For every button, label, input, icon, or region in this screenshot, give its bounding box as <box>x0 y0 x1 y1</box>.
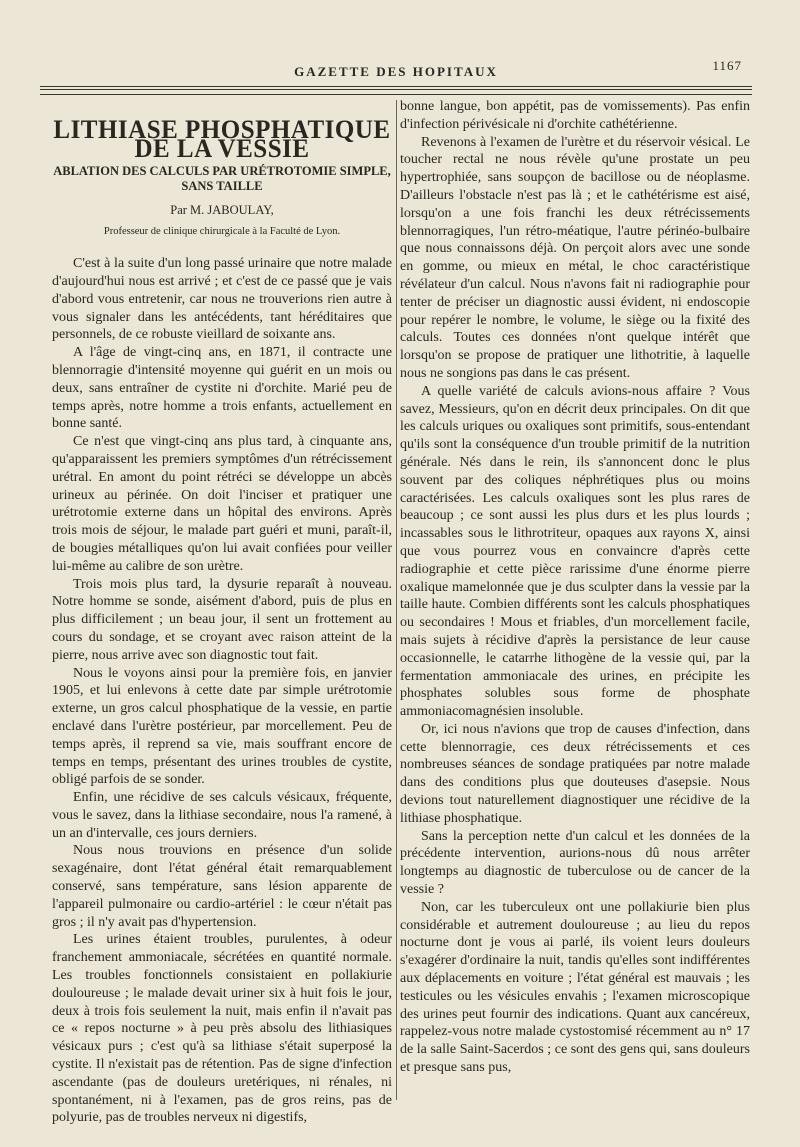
article-title: LITHIASE PHOSPHATIQUE DE LA VESSIE <box>53 115 391 163</box>
paragraph: Sans la perception nette d'un calcul et les données de la précédente intervention, aurions-nous dû nous arrêter longtemps au diagnostic de tuberculose ou de cancer de la vessie ? <box>400 828 750 898</box>
author-affiliation: Professeur de clinique chirurgicale à la Faculté de Lyon. <box>103 226 341 238</box>
paragraph: bonne langue, bon appétit, pas de vomissements). Pas enfin d'infection périvésicale ni d'orchite cathétérienne. <box>400 99 750 132</box>
paragraph: Nous le voyons ainsi pour la première fois, en janvier 1905, et lui enlevons à cette date par simple urétrotomie externe, un gros calcul phosphatique de la vessie, en partie enclavé dans l'urètre postérieur, par morcellement. Peu de temps après, il reprend sa vie, mais souffrant encore de temps en temps, présentant des urines troubles de cystite, obligé parfois de se sonder. <box>52 665 392 788</box>
paragraph: Nous nous trouvions en présence d'un solide sexagénaire, dont l'état général était remarquablement conservé, sans température, sans lésion apparente de l'appareil pulmonaire ou cardio-artériel : le cœur n'était pas gros ; il n'y avait pas d'hypertension. <box>52 843 392 930</box>
paragraph: A l'âge de vingt-cinq ans, en 1871, il contracte une blennorragie d'intensité moyenne qui guérit en un mois ou deux, sans entraîner de cystite ni d'orchite. Marié peu de temps après, notre homme a trois enfants, actuellement en bonne santé. <box>52 345 392 432</box>
paragraph: Revenons à l'examen de l'urètre et du réservoir vésical. Le toucher rectal ne nous révèle qu'une prostate un peu hypertrophiée, sans soupçon de bacillose ou de néoplasme. D'ailleurs l'obstacle n'est pas là ; et le cathétérisme est aisé, lorsqu'on a une fois franchi les deux rétrécissements blennorragiques, l'un rétro-méatique, l'autre périnéo-bulbaire que nous connaissons déjà. On perçoit alors avec une sonde en gomme, ou mieux en métal, le choc caractéristique révélateur d'un calcul. Nous n'avons fait ni radiographie pour tenter de préciser un diagnostic aussi évident, ni endoscopie pour repérer le nombre, le volume, le siège ou la fixité des calculs. Toutes ces données n'ont quelque intérêt que lorsqu'on se propose de pratiquer une lithotritie, à laquelle nous ne songions pas dans le cas présent. <box>400 134 750 381</box>
article-author: Par M. JABOULAY, <box>170 202 274 217</box>
paragraph: Ce n'est que vingt-cinq ans plus tard, à cinquante ans, qu'apparaissent les premiers symptômes d'un rétrécissement urétral. En amont du point rétréci se développe un abcès urineux au périnée. On doit l'inciser et pratiquer une urétrotomie externe dans un hôpital des environs. Après trois mois de séjour, le malade part guéri et muni, paraît-il, de bougies métalliques qu'on lui avait confiées pour veiller lui-même au calibre de son urètre. <box>52 434 392 574</box>
paragraph: Trois mois plus tard, la dysurie reparaît à nouveau. Notre homme se sonde, aisément d'abord, puis de plus en plus difficilement ; un beau jour, il sent un frottement au cours du sondage, et se croyant avec raison atteint de la pierre, nous arrive avec son diagnostic tout fait. <box>52 576 392 663</box>
page-header <box>40 56 752 96</box>
right-column <box>400 98 750 1077</box>
header-rule-lower <box>40 94 752 95</box>
paragraph: C'est à la suite d'un long passé urinaire que notre malade d'aujourd'hui nous est arrivé ; et c'est de ce passé que je vais d'abord vous entretenir, car nous ne trouverions rien autre à vous signaler dans les antécédents, tant héréditaires que personnels, de ce robuste vieillard de soixante ans. <box>52 256 392 343</box>
page-number: 1167 <box>712 58 742 73</box>
paragraph: Enfin, une récidive de ses calculs vésicaux, fréquente, vous le savez, dans la lithiase secondaire, nous l'a ramené, à un an d'intervalle, ces jours derniers. <box>52 790 392 841</box>
left-column <box>52 104 392 1127</box>
paragraph: A quelle variété de calculs avions-nous affaire ? Vous savez, Messieurs, qu'on en décrit deux principales. On dit que les calculs uriques ou oxaliques sont primitifs, sous-entendant qu'ils sont la conséquence d'un trouble primitif de la nutrition générale. Nés dans le rein, ils s'annoncent donc le plus souvent par des coliques néphrétiques plus ou moins caractérisées. Les calculs oxaliques sont les plus rares de beaucoup ; ce sont aussi les plus durs et les plus lourds ; incassables sous le lithrotriteur, opaques aux rayons X, ainsi que vous pourrez vous en convaincre d'après cette radiographie et cette pièce rarissime d'une énorme pierre oxalique mamelonnée que je dus sculpter dans la vessie par la taille haute. Combien différents sont les calculs phosphatiques ou secondaires ! Mous et friables, d'un morcellement facile, mais sujets à récidive d'après la persistance de leur cause occasionnelle, le catarrhe lithogène de la vessie qui, par la fermentation ammoniacale des urines, en précipite les phosphates solubles sous forme de phosphate ammoniacomagnésien insoluble. <box>400 383 750 720</box>
paragraph: Non, car les tuberculeux ont une pollakiurie bien plus considérable et autrement douloureuse ; au lieu du repos nocturne dont je vous ai parlé, ils voient leurs douleurs s'exagérer d'ordinaire la nuit, tandis qu'elles sont indifférentes aux déplacements en voiture ; l'état général est mauvais ; les testicules ou les vésicules envahis ; l'examen microscopique des urines peut fournir des indications. Quant aux cancéreux, rappelez-vous notre malade cystostomisé récemment au n° 17 de la salle Saint-Sacerdos ; ce sont des gens qui, sans douleurs et presque sans pus, <box>400 899 750 1076</box>
header-rule <box>40 86 752 90</box>
paragraph: Les urines étaient troubles, purulentes, à odeur franchement ammoniacale, sécrétées en quantité normale. Les troubles fonctionnels consistaient en pollakiurie douloureuse ; le malade devait uriner six à huit fois le jour, deux à trois fois seulement la nuit, mais enfin il n'avait pas ce « repos nocturne » à peu près absolu des lithiasiques vésicaux purs ; c'est qu'à sa lithiase s'était superposé la cystite. Il n'existait pas de rétention. Pas de signe d'infection ascendante (pas de douleurs uretériques, ni rénales, ni spontanément, ni à l'examen, pas de gros reins, pas de polyurie, pas de troubles nerveux ni digestifs, <box>52 932 392 1126</box>
column-divider <box>396 100 397 1100</box>
article-subtitle: ABLATION DES CALCULS PAR URÉTROTOMIE SIMPLE, SANS TAILLE <box>53 163 391 193</box>
paragraph: Or, ici nous n'avions que trop de causes d'infection, dans cette blennorragie, ces deux rétrécissements et ces nombreuses séances de sondage pratiquées par notre malade dans des conditions plus que douteuses d'asepsie. Nous devions tout naturellement diagnostiquer une récidive de la lithiase phosphatique. <box>400 721 750 826</box>
journal-title: GAZETTE DES HOPITAUX <box>294 64 498 79</box>
